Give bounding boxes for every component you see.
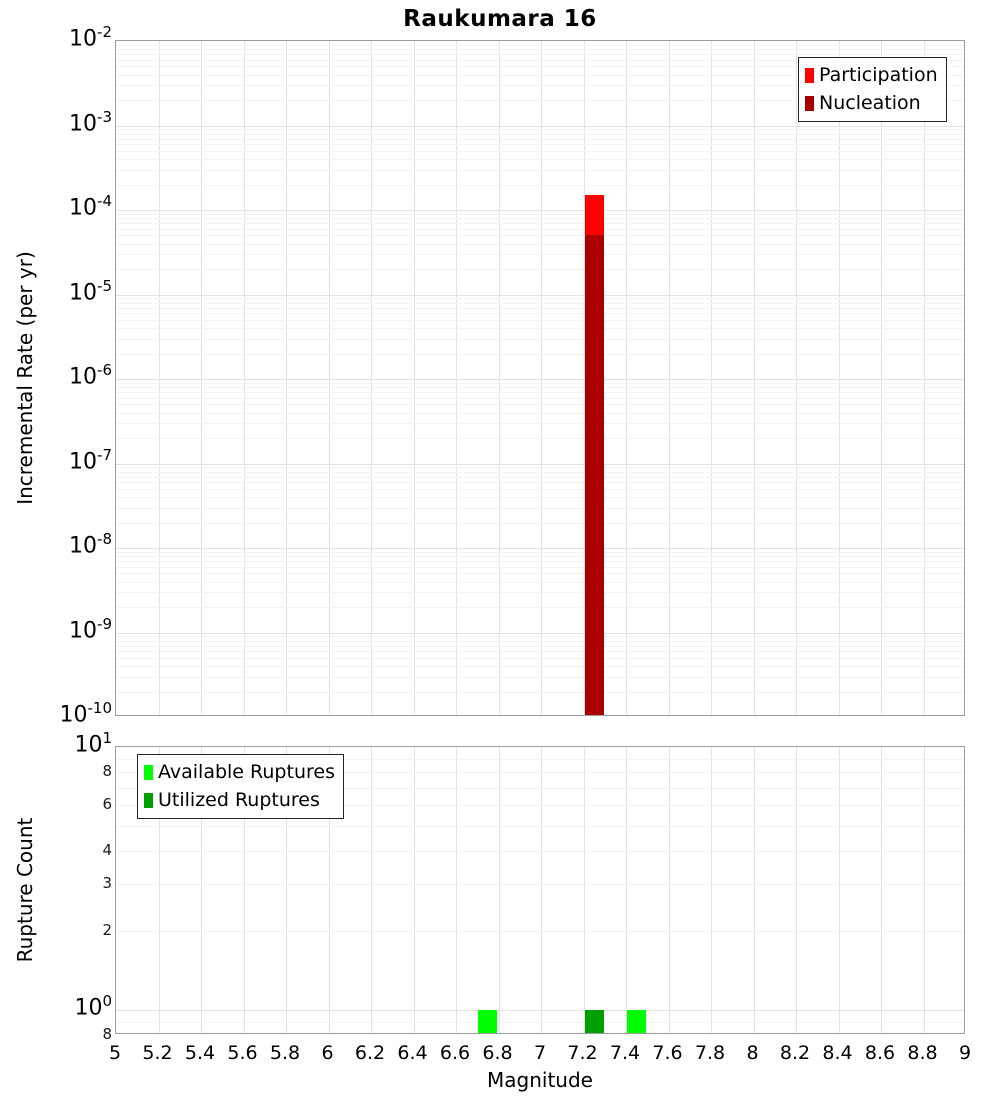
y-tick-label: $10^{-10}$: [59, 699, 112, 728]
bar-available-ruptures: [627, 1010, 646, 1034]
x-tick-label: 7.6: [652, 1042, 683, 1064]
vertical-gridline: [201, 41, 202, 715]
minor-gridline: [116, 235, 964, 236]
minor-gridline: [116, 254, 964, 255]
y-tick-label: $10^{-9}$: [69, 614, 112, 643]
minor-gridline: [116, 467, 964, 468]
vertical-gridline: [796, 747, 797, 1033]
x-tick-label: 8.6: [864, 1042, 896, 1064]
minor-gridline: [116, 826, 964, 827]
vertical-gridline: [754, 41, 755, 715]
vertical-gridline: [541, 41, 542, 715]
minor-gridline: [116, 144, 964, 145]
legend-label-nucleation: Nucleation: [819, 92, 921, 114]
minor-gridline: [116, 383, 964, 384]
utilized-ruptures-swatch-icon: [144, 793, 153, 808]
y-tick-label: $10^{-3}$: [69, 107, 112, 136]
minor-gridline: [116, 54, 964, 55]
minor-gridline: [116, 139, 964, 140]
minor-gridline: [116, 884, 964, 885]
minor-gridline: [116, 328, 964, 329]
vertical-gridline: [159, 41, 160, 715]
minor-gridline: [116, 170, 964, 171]
minor-gridline: [116, 229, 964, 230]
minor-gridline: [116, 214, 964, 215]
minor-gridline: [116, 666, 964, 667]
vertical-gridline: [456, 747, 457, 1033]
major-gridline: [116, 295, 964, 296]
minor-gridline: [116, 851, 964, 852]
bar-nucleation: [585, 235, 604, 716]
minor-gridline: [116, 218, 964, 219]
minor-gridline: [116, 269, 964, 270]
y-tick-label: $10^0$: [74, 991, 112, 1021]
minor-gridline: [116, 552, 964, 553]
minor-gridline: [116, 508, 964, 509]
legend-item-participation: [805, 61, 938, 89]
x-tick-label: 7.4: [609, 1042, 641, 1064]
vertical-gridline: [371, 41, 372, 715]
minor-gridline: [116, 523, 964, 524]
minor-gridline: [116, 636, 964, 637]
participation-swatch-icon: [805, 68, 814, 83]
legend-item-utilized-ruptures: [144, 786, 335, 814]
minor-gridline: [116, 354, 964, 355]
legend-item-available-ruptures: [144, 758, 335, 786]
minor-gridline: [116, 423, 964, 424]
vertical-gridline: [541, 747, 542, 1033]
y-tick-label: $10^{-4}$: [69, 192, 112, 221]
bar-available-ruptures: [478, 1010, 497, 1034]
minor-gridline: [116, 482, 964, 483]
available-ruptures-swatch-icon: [144, 765, 153, 780]
x-tick-label: 5.8: [269, 1042, 301, 1064]
x-tick-label: 5.4: [184, 1042, 216, 1064]
minor-gridline: [116, 592, 964, 593]
x-tick-label: 8.2: [779, 1042, 811, 1064]
vertical-gridline: [754, 747, 755, 1033]
major-gridline: [116, 633, 964, 634]
minor-gridline: [116, 398, 964, 399]
minor-gridline: [116, 489, 964, 490]
vertical-gridline: [499, 41, 500, 715]
major-gridline: [116, 548, 964, 549]
vertical-gridline: [329, 41, 330, 715]
x-tick-label: 6.4: [397, 1042, 428, 1064]
vertical-gridline: [499, 747, 500, 1033]
minor-gridline: [116, 567, 964, 568]
y-minor-tick-label: 6: [102, 795, 112, 814]
minor-gridline: [116, 561, 964, 562]
minor-gridline: [116, 438, 964, 439]
minor-gridline: [116, 392, 964, 393]
vertical-gridline: [669, 747, 670, 1033]
y-tick-label: $10^1$: [74, 729, 112, 758]
minor-gridline: [116, 387, 964, 388]
minor-gridline: [116, 404, 964, 405]
major-gridline: [116, 464, 964, 465]
x-tick-label: 6: [321, 1042, 334, 1064]
x-tick-label: 8: [746, 1042, 759, 1064]
vertical-gridline: [414, 747, 415, 1033]
vertical-gridline: [626, 41, 627, 715]
minor-gridline: [116, 134, 964, 135]
vertical-gridline: [456, 41, 457, 715]
minor-gridline: [116, 151, 964, 152]
x-tick-label: 5.2: [142, 1042, 173, 1064]
chart-title: Raukumara 16: [403, 6, 597, 32]
minor-gridline: [116, 320, 964, 321]
x-tick-label: 8.8: [907, 1042, 938, 1064]
y-minor-tick-label: 2: [102, 920, 112, 939]
minor-gridline: [116, 413, 964, 414]
minor-gridline: [116, 244, 964, 245]
vertical-gridline: [711, 747, 712, 1033]
minor-gridline: [116, 692, 964, 693]
major-gridline: [116, 379, 964, 380]
vertical-gridline: [244, 41, 245, 715]
vertical-gridline: [414, 41, 415, 715]
y-minor-tick-label: 8: [102, 762, 112, 781]
legend-label-participation: Participation: [819, 64, 938, 86]
vertical-gridline: [371, 747, 372, 1033]
vertical-gridline: [881, 41, 882, 715]
y-minor-tick-label: 8: [102, 1025, 112, 1043]
minor-gridline: [116, 159, 964, 160]
minor-gridline: [116, 298, 964, 299]
legend-ruptures: [137, 754, 344, 819]
vertical-gridline: [839, 747, 840, 1033]
vertical-gridline: [584, 747, 585, 1033]
vertical-gridline: [924, 41, 925, 715]
minor-gridline: [116, 607, 964, 608]
y-minor-tick-label: 3: [102, 874, 112, 893]
minor-gridline: [116, 646, 964, 647]
nucleation-swatch-icon: [805, 96, 814, 111]
minor-gridline: [116, 303, 964, 304]
major-gridline: [116, 210, 964, 211]
legend-item-nucleation: [805, 89, 938, 117]
vertical-gridline: [881, 747, 882, 1033]
x-tick-label: 8.4: [822, 1042, 853, 1064]
minor-gridline: [116, 477, 964, 478]
minor-gridline: [116, 185, 964, 186]
minor-gridline: [116, 1022, 964, 1023]
vertical-gridline: [669, 41, 670, 715]
vertical-gridline: [796, 41, 797, 715]
x-tick-label: 6.2: [354, 1042, 386, 1064]
x-tick-label: 9: [958, 1042, 972, 1064]
minor-gridline: [116, 313, 964, 314]
minor-gridline: [116, 651, 964, 652]
x-tick-label: 7.2: [567, 1042, 598, 1064]
minor-gridline: [116, 129, 964, 130]
y-tick-label: $10^{-2}$: [69, 23, 112, 52]
x-tick-label: 5: [108, 1042, 122, 1064]
x-axis-title: Magnitude: [487, 1068, 593, 1092]
vertical-gridline: [711, 41, 712, 715]
vertical-gridline: [626, 747, 627, 1033]
minor-gridline: [116, 45, 964, 46]
y-minor-tick-label: 4: [102, 841, 112, 860]
major-gridline: [116, 1010, 964, 1011]
minor-gridline: [116, 641, 964, 642]
minor-gridline: [116, 49, 964, 50]
vertical-gridline: [286, 41, 287, 715]
minor-gridline: [116, 573, 964, 574]
vertical-gridline: [924, 747, 925, 1033]
legend-rate: [798, 57, 947, 122]
minor-gridline: [116, 556, 964, 557]
x-tick-label: 7.8: [694, 1042, 726, 1064]
bar-utilized-ruptures: [585, 1010, 604, 1034]
minor-gridline: [116, 582, 964, 583]
top-plot-area: [115, 40, 965, 716]
minor-gridline: [116, 308, 964, 309]
major-gridline: [116, 126, 964, 127]
x-tick-label: 5.6: [227, 1042, 258, 1064]
vertical-gridline: [839, 41, 840, 715]
y-axis-title-bottom: Rupture Count: [13, 817, 37, 963]
minor-gridline: [116, 658, 964, 659]
minor-gridline: [116, 677, 964, 678]
minor-gridline: [116, 223, 964, 224]
y-tick-label: $10^{-6}$: [69, 361, 112, 390]
x-tick-label: 6.8: [482, 1042, 513, 1064]
legend-label-utilized-ruptures: Utilized Ruptures: [158, 789, 320, 811]
x-tick-label: 7: [533, 1042, 547, 1064]
y-tick-label: $10^{-7}$: [69, 445, 112, 474]
y-tick-label: $10^{-5}$: [69, 276, 112, 305]
y-axis-title-top: Incremental Rate (per yr): [13, 251, 37, 505]
minor-gridline: [116, 931, 964, 932]
minor-gridline: [116, 339, 964, 340]
y-tick-label: $10^{-8}$: [69, 530, 112, 559]
legend-label-available-ruptures: Available Ruptures: [158, 761, 335, 783]
minor-gridline: [116, 497, 964, 498]
x-tick-label: 6.6: [439, 1042, 471, 1064]
minor-gridline: [116, 472, 964, 473]
